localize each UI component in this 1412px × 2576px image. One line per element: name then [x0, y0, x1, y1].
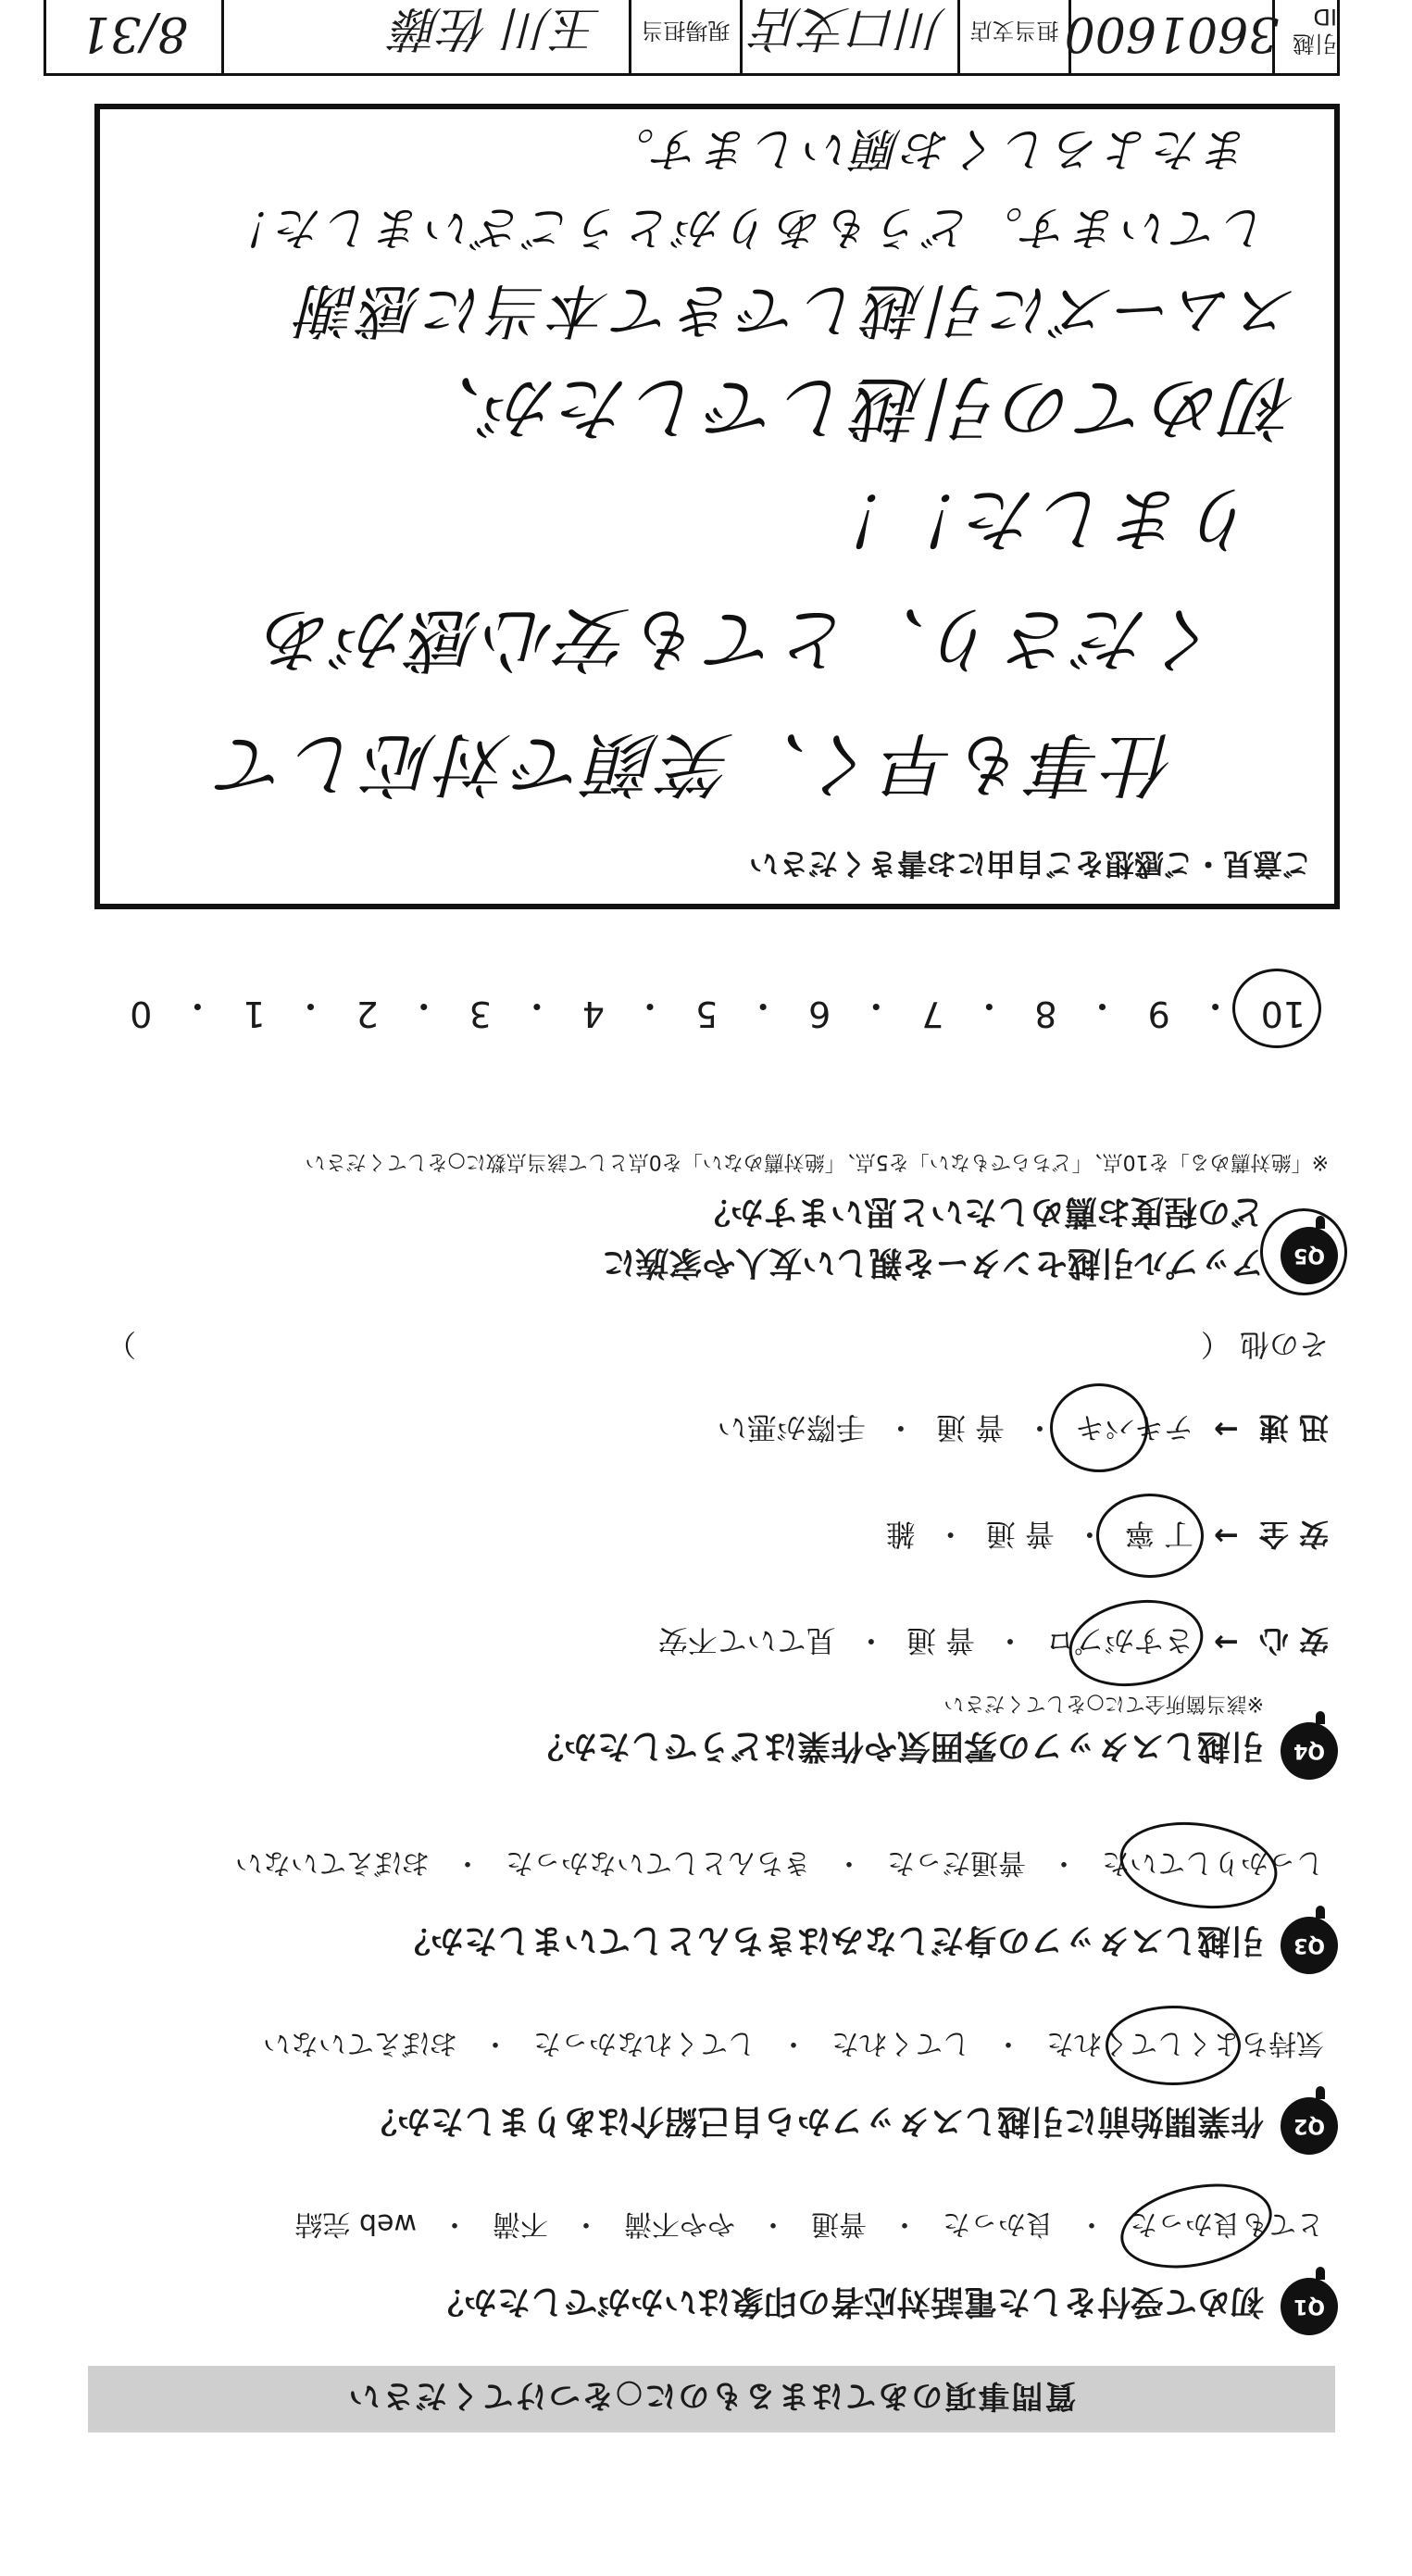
- id-label: 引越ID: [1272, 0, 1337, 73]
- comments-title: ご意見・ご感想をご自由にお書きください: [748, 846, 1312, 882]
- q4-jinsoku-answer-circle: [1050, 1383, 1148, 1472]
- q1-option[interactable]: web 完結: [294, 2207, 417, 2240]
- q5-scale-option[interactable]: 5: [694, 994, 718, 1034]
- q1-answer-circle: [1113, 2171, 1280, 2282]
- id-value: 3601600: [1068, 0, 1272, 73]
- q3-option[interactable]: しっかりしていた: [1102, 1846, 1324, 1879]
- q5-scale-option[interactable]: 7: [921, 994, 944, 1034]
- arrow-right-icon: →: [1214, 1519, 1239, 1554]
- q4-badge: Q4: [1281, 1722, 1338, 1780]
- q4-option[interactable]: 雑: [885, 1517, 916, 1552]
- branch-value: 川口支店: [740, 0, 957, 73]
- q5-scale: 10 ・ 9 ・ 8 ・ 7 ・ 6 ・ 5 ・ 4 ・ 3 ・ 2 ・ 1 ・ 0: [130, 985, 1306, 1034]
- q4-row-jinsoku: 迅 速 → テキパキ ・ 普 通 ・ 手際が悪い: [718, 1408, 1329, 1451]
- comment-line: りました！！: [816, 478, 1260, 560]
- q2-option[interactable]: おぼえていない: [263, 2027, 457, 2059]
- q5-question-line1: アップル引越センターを親しい友人や家族に: [602, 1244, 1264, 1282]
- q4-other[interactable]: [106, 1325, 1329, 1368]
- comment-line: くださり、とても安心感があ: [260, 598, 1223, 681]
- q4-anshin-answer-circle: [1062, 1590, 1210, 1696]
- q3-option[interactable]: おぼえていない: [235, 1846, 430, 1879]
- instructions-banner: 質問事項のあてはまるものに○をつけてください: [88, 2366, 1335, 2432]
- q4-row-label: 迅 速: [1258, 1410, 1329, 1445]
- q4-row-label: 安 心: [1258, 1623, 1329, 1658]
- comments-box[interactable]: [94, 104, 1340, 909]
- q5-scale-option[interactable]: 9: [1147, 994, 1170, 1034]
- comment-line: 初めての引越しでしたが、: [408, 367, 1297, 449]
- q5-note: ※「絶対薦める」を10点、「どちらでもない」を5点、「絶対薦めない」を0点として該当点数に○をしてください: [305, 1150, 1329, 1173]
- q4-option[interactable]: さすがプロ: [1045, 1623, 1194, 1658]
- q4-row-anzen: 安 全 → 丁 寧 ・ 普 通 ・ 雑: [886, 1515, 1329, 1557]
- q5-scale-option[interactable]: 0: [130, 994, 153, 1034]
- q3-option[interactable]: きちんとしていなかった: [506, 1846, 811, 1879]
- leader-value: 玉川 佐藤: [221, 0, 629, 73]
- q1-option[interactable]: 不満: [493, 2207, 548, 2240]
- q4-option[interactable]: 普 通: [985, 1517, 1055, 1552]
- q4-option[interactable]: 見ていて不安: [657, 1623, 836, 1658]
- q1-options: とても良かった ・ 良かった ・ 普通 ・ やや不満 ・ 不満 ・ web 完結: [294, 2207, 1324, 2247]
- q4-anzen-answer-circle: [1096, 1494, 1204, 1578]
- leader-label: 現場担当: [629, 0, 740, 73]
- comment-line: またよろしくお願いします。: [605, 122, 1251, 176]
- comment-line: スムーズに引越しできて本当に感謝: [295, 275, 1297, 344]
- q1-option[interactable]: とても良かった: [1130, 2207, 1324, 2240]
- q5-scale-option[interactable]: 6: [808, 994, 831, 1034]
- q5-question-line2: どの程度お薦めしたいと思いますか？: [696, 1193, 1264, 1231]
- q4-question: 引越しスタッフの雰囲気や作業はどうでしたか？: [530, 1727, 1264, 1765]
- branch-label: 担当支店: [957, 0, 1068, 73]
- q3-badge: Q3: [1281, 1917, 1338, 1974]
- q4-other-close: ）: [106, 1327, 137, 1362]
- q2-question: 作業開始前に引越しスタッフから自己紹介はありましたか？: [363, 2102, 1264, 2140]
- q4-option[interactable]: 普 通: [906, 1623, 975, 1658]
- q4-option[interactable]: 普 通: [935, 1410, 1005, 1445]
- q1-option[interactable]: やや不満: [624, 2207, 735, 2240]
- q2-answer-circle: [1106, 2006, 1241, 2085]
- q4-option[interactable]: 丁 寧: [1124, 1517, 1194, 1552]
- date-value: 8/31: [80, 6, 188, 61]
- q4-option[interactable]: 手際が悪い: [717, 1410, 866, 1445]
- q1-option[interactable]: 良かった: [943, 2207, 1054, 2240]
- q5-scale-option[interactable]: 2: [356, 994, 379, 1034]
- q5-badge-circle: [1260, 1208, 1347, 1295]
- q2-option[interactable]: 気持ちよくしてくれた: [1046, 2027, 1324, 2059]
- comment-line: 仕事も早く、笑顔で対応して: [215, 723, 1177, 806]
- q5-scale-option[interactable]: 4: [581, 994, 605, 1034]
- q2-badge: Q2: [1281, 2097, 1338, 2155]
- q5-scale-option[interactable]: 1: [243, 994, 266, 1034]
- q4-other-label: その他 （: [1200, 1327, 1329, 1362]
- arrow-right-icon: →: [1214, 1412, 1239, 1447]
- q2-option[interactable]: してくれた: [831, 2027, 970, 2059]
- q1-question: 初めて受付をした電話対応者の印象はいかがでしたか？: [430, 2282, 1264, 2320]
- q2-options: 気持ちよくしてくれた ・ してくれた ・ してくれなかった ・ おぼえていない: [263, 2026, 1324, 2067]
- q3-answer-circle: [1114, 1813, 1282, 1919]
- q3-question: 引越しスタッフの身だしなみはきちんとしていましたか？: [396, 1921, 1264, 1959]
- q3-option[interactable]: 普通だった: [887, 1846, 1026, 1879]
- q4-option[interactable]: テキパキ: [1075, 1410, 1194, 1445]
- q4-row-label: 安 全: [1258, 1517, 1329, 1552]
- q5-scale-option[interactable]: 10: [1260, 994, 1306, 1034]
- q5-scale-option[interactable]: 3: [469, 994, 492, 1034]
- q5-scale-option[interactable]: 8: [1034, 994, 1057, 1034]
- q4-row-anshin: 安 心 → さすがプロ ・ 普 通 ・ 見ていて不安: [658, 1621, 1329, 1664]
- q1-badge: Q1: [1281, 2278, 1338, 2335]
- q5-badge: Q5: [1281, 1227, 1338, 1284]
- q5-answer-circle: [1232, 969, 1321, 1048]
- id-strip: [44, 0, 1340, 76]
- q1-option[interactable]: 普通: [811, 2207, 867, 2240]
- arrow-right-icon: →: [1214, 1625, 1239, 1660]
- comment-line: しています。どうもありがとうございました！: [223, 201, 1269, 255]
- q4-note: ※該当箇所全てに○をしてください: [943, 1692, 1264, 1715]
- q3-options: しっかりしていた ・ 普通だった ・ きちんとしていなかった ・ おぼえていない: [235, 1845, 1324, 1886]
- q2-option[interactable]: してくれなかった: [533, 2027, 756, 2059]
